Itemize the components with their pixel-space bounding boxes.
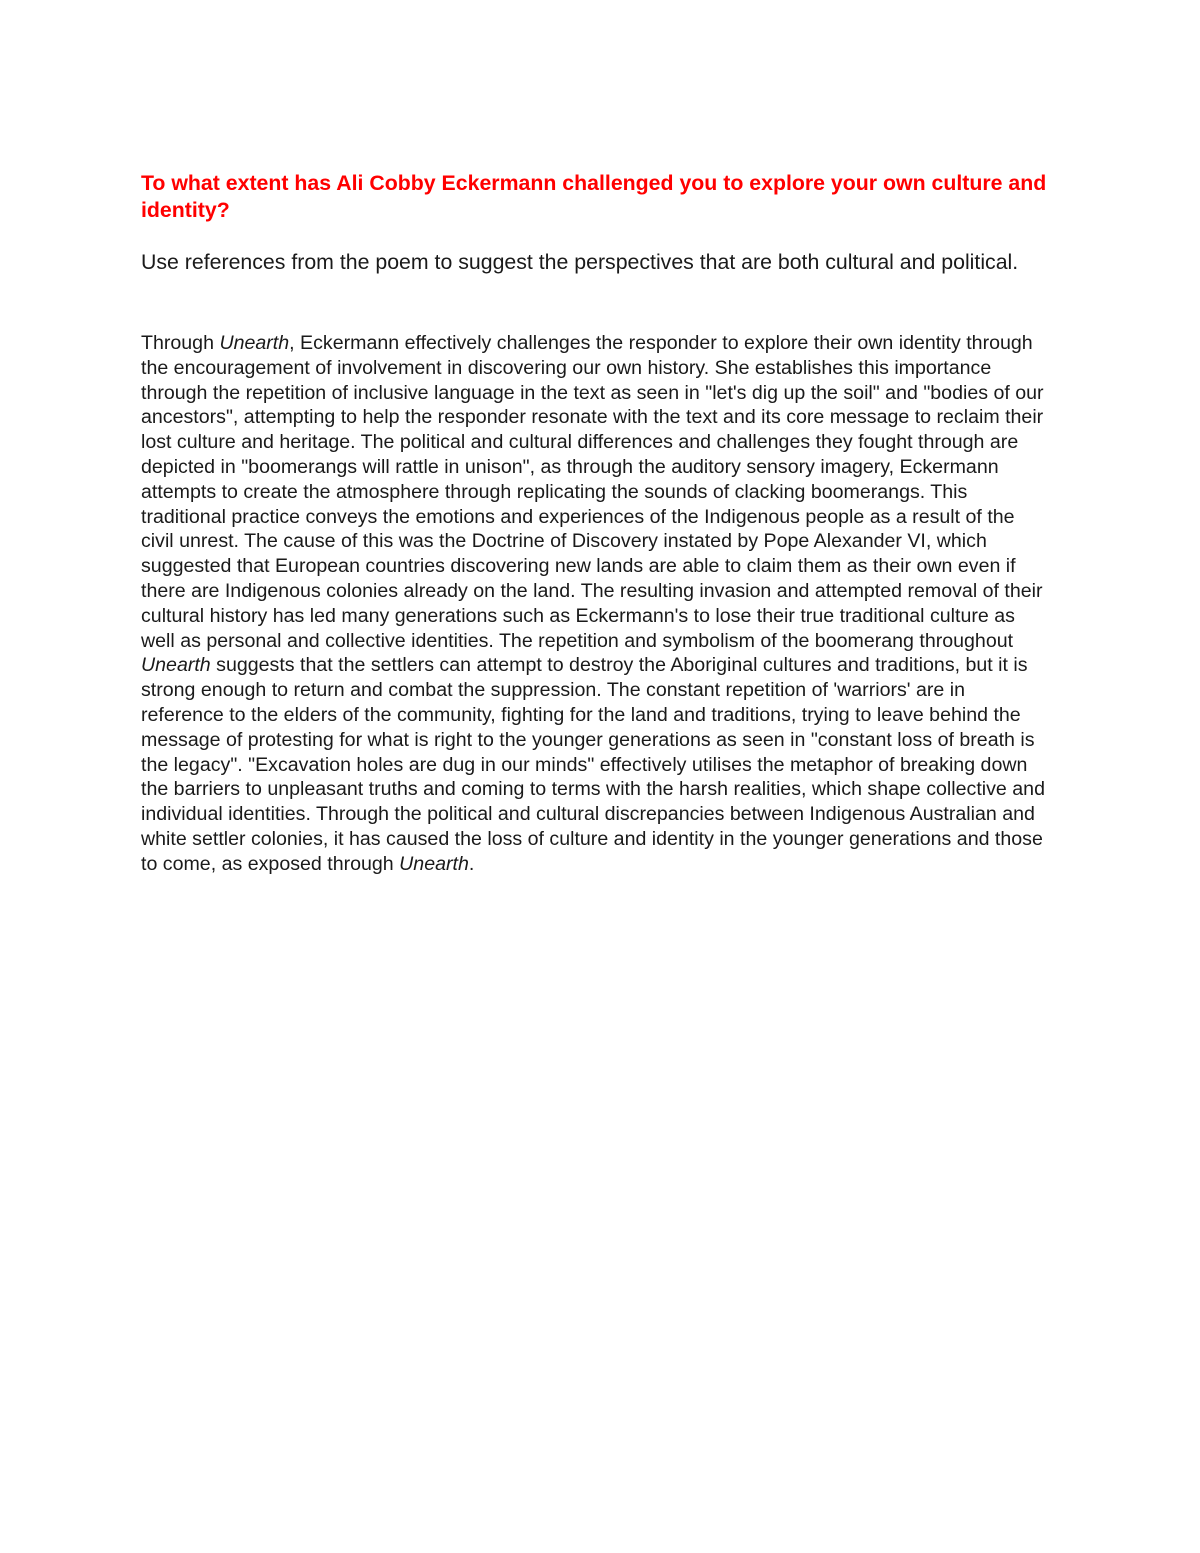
document-content — [141, 170, 1051, 877]
essay-instruction: Use references from the poem to suggest the perspectives that are both cultural and political. — [141, 250, 1019, 274]
essay-text-segment: , Eckermann effectively challenges the responder to explore their own identity through the encouragement of involvement in discovering our own history. She establishes this importance through the repetition of inclusive language in the text as seen in "let's dig up the soil" and "bodies of our ancestors", attempting to help the responder resonate with the text and its core message to reclaim their lost culture and heritage. The political and cultural differences and challenges they fought through are depicted in "boomerangs will rattle in unison", as through the auditory sensory imagery, Eckermann attempts to create the atmosphere through replicating the sounds of clacking boomerangs. This traditional practice conveys the emotions and experiences of the Indigenous people as a result of the civil unrest. The cause of this was the Doctrine of Discovery instated by Pope Alexander VI, which suggested that European countries discovering new lands are able to claim them as their own even if there are Indigenous colonies already on the land. The resulting invasion and attempted removal of their cultural history has led many generations such as Eckermann's to lose their true traditional culture as well as personal and collective identities. The repetition and symbolism of the boomerang throughout — [141, 332, 1044, 652]
essay-text-segment: . — [468, 852, 475, 875]
essay-body — [141, 331, 1051, 877]
essay-text-segment: Through — [141, 332, 220, 354]
essay-question: To what extent has Ali Cobby Eckermann challenged you to explore your own culture and identity? — [141, 171, 1047, 222]
essay-text-segment: suggests that the settlers can attempt to destroy the Aboriginal cultures and traditions, but it is strong enough to return and combat the suppression. The constant repetition of 'warriors' are in reference to the elders of the community, fighting for the land and traditions, trying to leave behind the message of protesting for what is right to the younger generations as seen in "constant loss of breath is the legacy". "Excavation holes are dug in our minds" effectively utilises the metaphor of breaking down the barriers to unpleasant truths and coming to terms with the harsh realities, which shape collective and individual identities. Through the political and cultural discrepancies between Indigenous Australian and white settler colonies, it has caused the loss of culture and identity in the younger generations and those to come, as exposed through — [141, 654, 1045, 875]
poem-title: Unearth — [399, 852, 469, 875]
poem-title: Unearth — [219, 332, 290, 354]
poem-title: Unearth — [141, 654, 211, 677]
